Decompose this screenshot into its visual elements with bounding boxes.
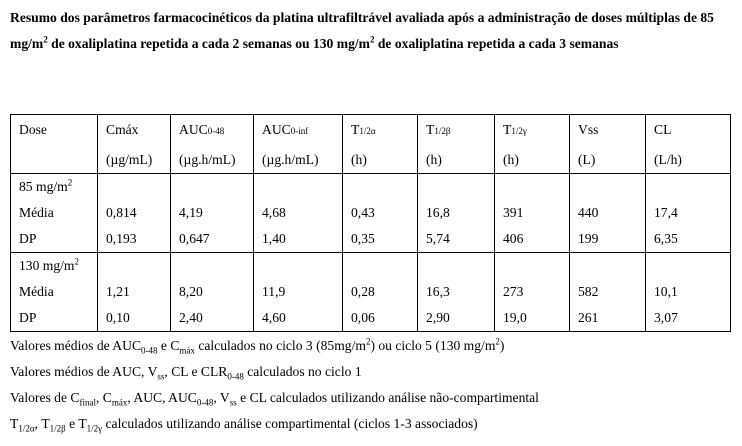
- dose-superscript: 2: [74, 256, 80, 267]
- stat-value: 19,0: [503, 310, 527, 325]
- header-subscript: 1/2γ: [511, 126, 527, 136]
- value-cell: [171, 174, 254, 253]
- stat-value: 0,647: [179, 231, 210, 246]
- stat-value: 4,68: [262, 205, 286, 220]
- stat-label: DP: [19, 231, 37, 246]
- caption-text-2: de oxaliplatina repetida a cada 2 semanas ou 130 mg/m: [47, 36, 370, 51]
- header-unit: (L): [578, 152, 596, 167]
- header-cell: [171, 115, 254, 174]
- stat-value: 6,35: [654, 231, 678, 246]
- header-subscript: 1/2α: [359, 126, 376, 136]
- stat-value: 0,10: [106, 310, 130, 325]
- header-cell: [98, 115, 171, 174]
- header-unit: (µg.h/mL): [262, 152, 319, 167]
- stat-value: 2,40: [179, 310, 203, 325]
- value-cell: [570, 253, 646, 332]
- header-label: T: [351, 122, 360, 137]
- header-label: AUC: [262, 122, 291, 137]
- header-label: T: [426, 122, 435, 137]
- header-row: [11, 115, 731, 174]
- header-subscript: 1/2β: [434, 126, 451, 136]
- stat-label: Média: [19, 205, 54, 220]
- stat-value: 0,06: [351, 310, 375, 325]
- value-cell: [171, 253, 254, 332]
- header-subscript: 0-48: [207, 126, 225, 136]
- stat-value: 16,3: [426, 284, 450, 299]
- header-unit: (h): [351, 152, 367, 167]
- header-label: Cmáx: [106, 122, 139, 137]
- value-cell: [418, 253, 495, 332]
- stat-value: 3,07: [654, 310, 678, 325]
- stat-value: 17,4: [654, 205, 678, 220]
- stat-value: 273: [503, 284, 524, 299]
- stat-value: 0,193: [106, 231, 137, 246]
- pharmacokinetics-table: [10, 114, 731, 332]
- value-cell: [495, 253, 570, 332]
- caption-sup-1: 2: [43, 34, 48, 45]
- dose-label: 85 mg/m: [19, 179, 68, 194]
- value-cell: [418, 174, 495, 253]
- table-caption: [10, 5, 732, 57]
- stat-value: 406: [503, 231, 524, 246]
- stat-value: 0,43: [351, 205, 375, 220]
- header-cell: [495, 115, 570, 174]
- caption-text-1: Resumo dos parâmetros farmacocinéticos da platina ultrafiltrável avaliada após a administração de doses múltiplas de 85 mg/m: [10, 10, 714, 51]
- stat-value: 4,19: [179, 205, 203, 220]
- stat-value: 1,40: [262, 231, 286, 246]
- stat-value: 2,90: [426, 310, 450, 325]
- footnote-2: Valores médios de AUC, $V_{ss}$, CL e $CLR_{0-48}$ calculados no ciclo 1: [10, 364, 362, 382]
- header-unit: (h): [503, 152, 519, 167]
- header-cell: [646, 115, 731, 174]
- header-subscript: 0-inf: [290, 126, 309, 136]
- dose-group-row: [11, 174, 731, 253]
- dose-group-row: [11, 253, 731, 332]
- header-unit: (µg.h/mL): [179, 152, 236, 167]
- stat-value: 8,20: [179, 284, 203, 299]
- stat-value: 440: [578, 205, 599, 220]
- dose-superscript: 2: [67, 177, 73, 188]
- dose-label: 130 mg/m: [19, 258, 75, 273]
- value-cell: [343, 253, 418, 332]
- value-cell: [646, 253, 731, 332]
- footnote-3: Valores de $C_{final}$, $C_{máx}$, AUC, $AUC_{0-48}$, $V_{ss}$ e CL calculados utilizando análise não-compartimental: [10, 390, 539, 408]
- table-footnotes: [10, 333, 732, 437]
- header-cell: [254, 115, 343, 174]
- stat-value: 11,9: [262, 284, 286, 299]
- value-cell: [98, 174, 171, 253]
- header-unit: (h): [426, 152, 442, 167]
- header-cell: [418, 115, 495, 174]
- footnote-4: $T_{1/2\alpha}$, $T_{1/2\beta}$ e $T_{1/2\gamma}$ calculados utilizando análise compartimental (ciclos 1-3 associados): [10, 416, 478, 434]
- stat-value: 0,28: [351, 284, 375, 299]
- stat-value: 4,60: [262, 310, 286, 325]
- stat-value: 10,1: [654, 284, 678, 299]
- stat-value: 261: [578, 310, 599, 325]
- header-label: CL: [654, 122, 672, 137]
- stat-value: 0,814: [106, 205, 137, 220]
- header-cell: [570, 115, 646, 174]
- header-label: Vss: [578, 122, 599, 137]
- header-label: AUC: [179, 122, 208, 137]
- stat-value: 0,35: [351, 231, 375, 246]
- header-label: Dose: [19, 122, 47, 137]
- stat-value: 5,74: [426, 231, 450, 246]
- stat-value: 582: [578, 284, 599, 299]
- stat-value: 1,21: [106, 284, 130, 299]
- stat-value: 16,8: [426, 205, 450, 220]
- stat-value: 199: [578, 231, 599, 246]
- value-cell: [495, 174, 570, 253]
- stat-label: DP: [19, 310, 37, 325]
- value-cell: [570, 174, 646, 253]
- value-cell: [98, 253, 171, 332]
- header-label: T: [503, 122, 512, 137]
- value-cell: [343, 174, 418, 253]
- header-unit: (L/h): [654, 152, 682, 167]
- footnote-1: Valores médios de $AUC_{0-48}$ e $C_{máx}$ calculados no ciclo 3 $(85mg/m^2)$ ou ciclo 5 (130 $mg/m^2$): [10, 336, 505, 356]
- dose-group-cell: [11, 174, 98, 253]
- value-cell: [646, 174, 731, 253]
- stat-value: 391: [503, 205, 524, 220]
- header-unit: (µg/mL): [106, 152, 153, 167]
- value-cell: [254, 253, 343, 332]
- caption-sup-2: 2: [369, 34, 375, 45]
- caption-text-3: de oxaliplatina repetida a cada 3 semanas: [374, 36, 619, 51]
- header-cell: [11, 115, 98, 174]
- stat-label: Média: [19, 284, 54, 299]
- header-cell: [343, 115, 418, 174]
- dose-group-cell: [11, 253, 98, 332]
- value-cell: [254, 174, 343, 253]
